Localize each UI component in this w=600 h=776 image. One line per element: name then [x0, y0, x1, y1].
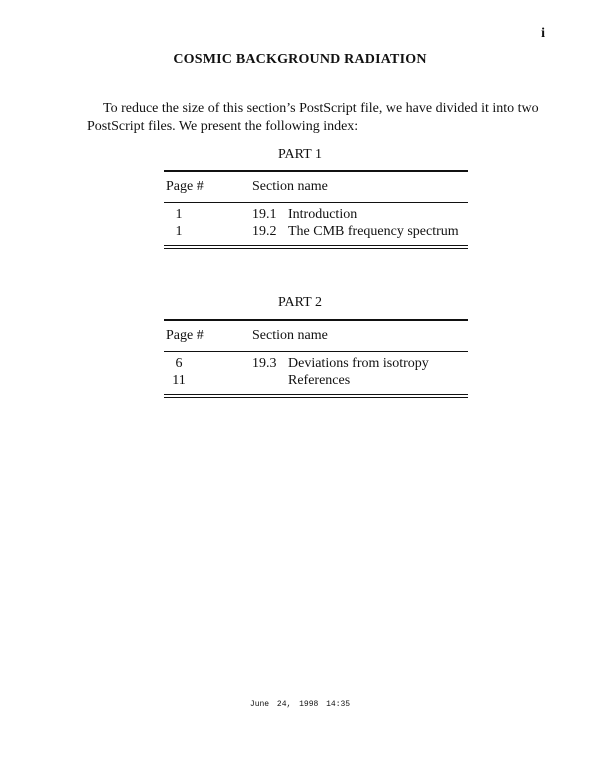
- part-2-index-table: [164, 319, 468, 389]
- section-cell: [252, 223, 468, 240]
- section-cell: [252, 352, 468, 373]
- footer-timestamp: June 24, 1998 14:35: [249, 700, 351, 709]
- section-name: References: [288, 372, 351, 388]
- page-title: COSMIC BACKGROUND RADIATION: [173, 52, 427, 67]
- table-end-rule: [164, 245, 468, 249]
- section-column-header: Section name: [252, 179, 328, 194]
- page-cell: 6: [175, 355, 183, 371]
- section-cell: [252, 203, 468, 224]
- section-name: Deviations from isotropy: [288, 355, 429, 371]
- table-row: [164, 372, 468, 389]
- section-column-header: Section name: [252, 328, 328, 343]
- section-number: 19.2: [252, 223, 277, 239]
- section-name: Introduction: [288, 206, 358, 222]
- table-end-rule: [164, 394, 468, 398]
- intro-paragraph: To reduce the size of this section’s PostScript file, we have divided it into two PostScript files. We present the following index:: [87, 101, 539, 134]
- section-name: The CMB frequency spectrum: [288, 223, 459, 239]
- table-row: [164, 203, 468, 224]
- section-number: 19.1: [252, 206, 277, 222]
- part-1-index-table: [164, 170, 468, 240]
- section-number: 19.3: [252, 355, 277, 371]
- page-cell: 11: [172, 372, 186, 388]
- section-cell: [252, 372, 468, 389]
- part-1-title: PART 1: [278, 147, 322, 162]
- page-cell: 1: [175, 223, 183, 239]
- page-number: i: [541, 26, 545, 41]
- table-row: [164, 223, 468, 240]
- page-cell: 1: [175, 206, 183, 222]
- part-2-title: PART 2: [278, 295, 322, 310]
- table-header-row: [164, 171, 468, 203]
- table-header-row: [164, 320, 468, 352]
- page-column-header: Page #: [166, 179, 204, 194]
- page-column-header: Page #: [166, 328, 204, 343]
- table-row: [164, 352, 468, 373]
